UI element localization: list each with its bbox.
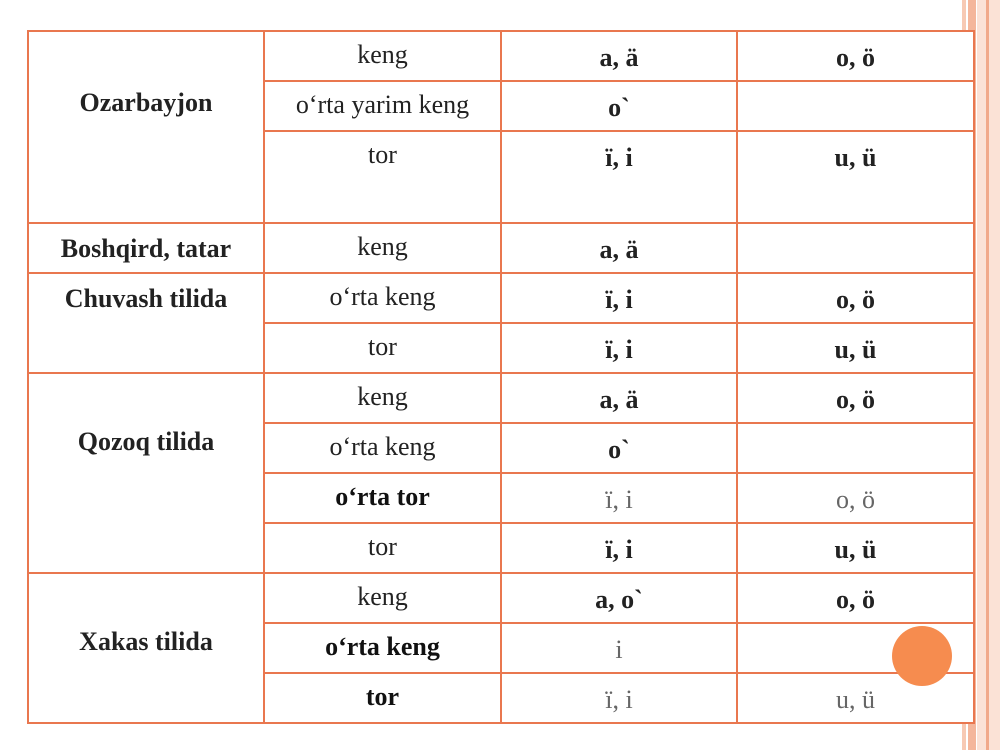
group-cell <box>28 223 264 273</box>
vowel-cell: o, ö <box>737 31 974 81</box>
group-label: Qozoq tilida <box>77 427 215 456</box>
group-cell <box>28 573 264 723</box>
vowel-cell <box>737 81 974 131</box>
group-label: Ozarbayjon <box>79 88 213 117</box>
table-row <box>28 373 974 423</box>
group-label: Boshqird, tatar <box>60 234 232 263</box>
vowel-cell: i <box>501 623 737 673</box>
orange-circle-decoration <box>892 626 952 686</box>
position-cell: o‘rta tor <box>264 473 501 523</box>
position-cell: o‘rta keng <box>264 623 501 673</box>
group-label: Chuvash tilida <box>64 284 228 313</box>
vowel-cell: u, ü <box>737 673 974 723</box>
vowel-cell: ï, i <box>501 131 737 223</box>
vowel-cell: u, ü <box>737 323 974 373</box>
vowel-cell: a, o` <box>501 573 737 623</box>
position-cell: o‘rta keng <box>264 273 501 323</box>
group-cell <box>28 273 264 373</box>
side-band-line <box>986 0 989 750</box>
vowel-cell <box>737 423 974 473</box>
vowel-cell: o, ö <box>737 373 974 423</box>
vowel-cell: ï, i <box>501 473 737 523</box>
position-cell: keng <box>264 573 501 623</box>
vowel-cell: a, ä <box>501 31 737 81</box>
vowel-cell: o, ö <box>737 573 974 623</box>
vowel-cell <box>737 223 974 273</box>
vowel-cell: a, ä <box>501 223 737 273</box>
group-label: Xakas tilida <box>79 627 213 656</box>
vowel-cell: o` <box>501 81 737 131</box>
position-cell: tor <box>264 131 501 223</box>
position-cell: o‘rta keng <box>264 423 501 473</box>
position-cell: keng <box>264 373 501 423</box>
vowel-table <box>27 30 975 724</box>
vowel-cell: a, ä <box>501 373 737 423</box>
vowel-cell: o, ö <box>737 473 974 523</box>
table-row <box>28 223 974 273</box>
table-row <box>28 273 974 323</box>
table-row <box>28 573 974 623</box>
vowel-cell: u, ü <box>737 131 974 223</box>
vowel-cell: ï, i <box>501 273 737 323</box>
vowel-cell: ï, i <box>501 523 737 573</box>
vowel-cell: ï, i <box>501 673 737 723</box>
vowel-cell: o, ö <box>737 273 974 323</box>
position-cell: keng <box>264 223 501 273</box>
position-cell: o‘rta yarim keng <box>264 81 501 131</box>
vowel-cell: u, ü <box>737 523 974 573</box>
group-cell <box>28 31 264 223</box>
position-cell: tor <box>264 323 501 373</box>
position-cell: tor <box>264 673 501 723</box>
position-cell: tor <box>264 523 501 573</box>
position-cell: keng <box>264 31 501 81</box>
vowel-cell: ï, i <box>501 323 737 373</box>
table-row <box>28 31 974 81</box>
group-cell <box>28 373 264 573</box>
vowel-cell: o` <box>501 423 737 473</box>
